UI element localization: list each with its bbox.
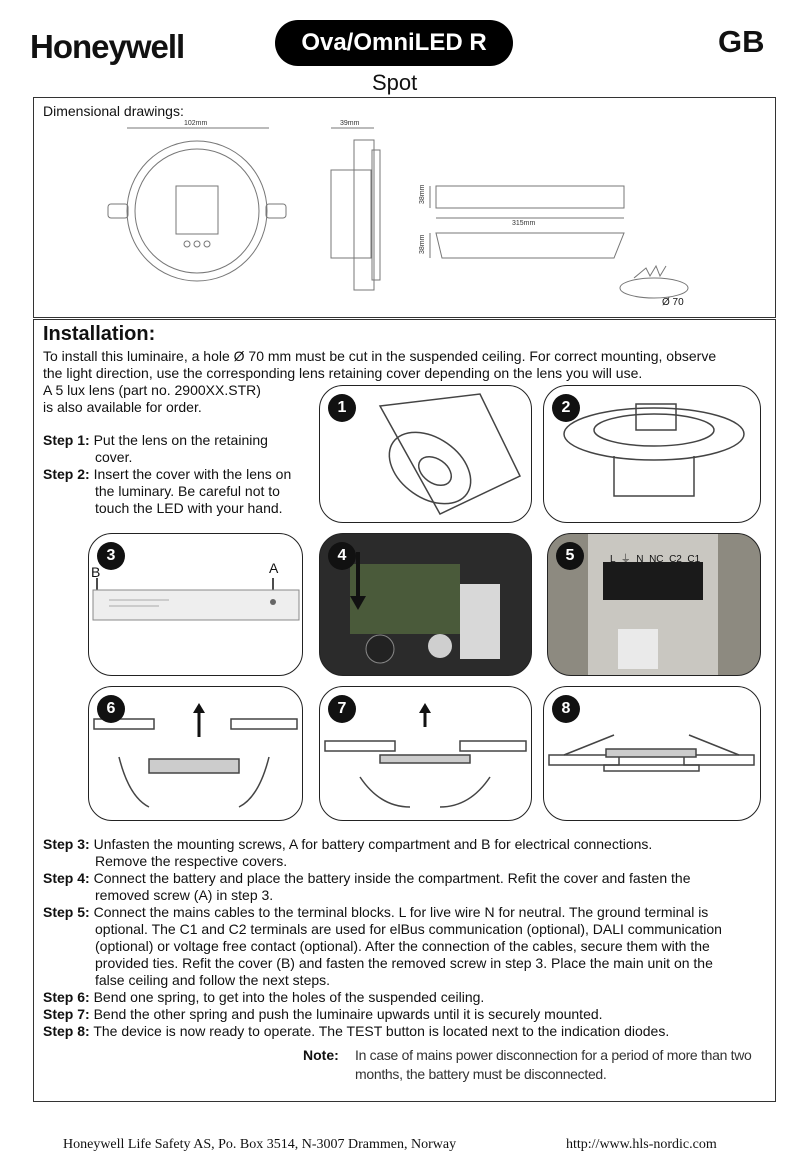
steps-list (43, 836, 763, 1040)
panel-4-number: 4 (328, 542, 356, 570)
step-8-text: The device is now ready to operate. The TEST button is located next to the indication diodes. (93, 1023, 670, 1039)
dimensional-drawings-label: Dimensional drawings: (43, 103, 184, 119)
panel-5-number: 5 (556, 542, 584, 570)
note-label: Note: (303, 1047, 339, 1063)
step-3 (43, 836, 763, 870)
panel-2-number: 2 (552, 394, 580, 422)
step-2-text: Insert the cover with the lens on (93, 466, 292, 482)
step-2 (43, 466, 313, 517)
panel-2 (543, 385, 761, 523)
step-5-cont-3: provided ties. Refit the cover (B) and fasten the removed screw in step 3. Place the main unit on the (95, 955, 713, 971)
note-line-1: In case of mains power disconnection for a period of more than two (355, 1047, 752, 1063)
panel-3 (88, 533, 303, 676)
step-7-text: Bend the other spring and push the luminaire upwards until it is securely mounted. (93, 1006, 603, 1022)
footer-address: Honeywell Life Safety AS, Po. Box 3514, N-3007 Drammen, Norway (63, 1137, 457, 1152)
step-8 (43, 1023, 763, 1040)
step-1-text-cont: cover. (95, 449, 133, 465)
panel-5 (547, 533, 761, 676)
language-code: GB (718, 24, 765, 59)
dim-39-label: 39mm (340, 120, 360, 127)
step-4-cont: removed screw (A) in step 3. (95, 887, 274, 903)
step-1 (43, 432, 313, 466)
step-3-label: Step 3: (43, 836, 90, 852)
panel-7-number: 7 (328, 695, 356, 723)
product-title: Ova/OmniLED R (275, 20, 513, 66)
step-7-label: Step 7: (43, 1006, 90, 1022)
step-6-label: Step 6: (43, 989, 90, 1005)
step-1-text: Put the lens on the retaining (93, 432, 268, 448)
panel-5-terminal-labels: L ⏚ N NC C2 C1 (610, 554, 701, 565)
step-2-text-cont-1: the luminary. Be careful not to (95, 483, 280, 499)
footer-url[interactable]: http://www.hls-nordic.com (566, 1137, 717, 1152)
dim-102-label: 102mm (184, 120, 208, 127)
product-subtitle: Spot (372, 70, 418, 95)
step-5-cont-4: false ceiling and follow the next steps. (95, 972, 331, 988)
step-4-label: Step 4: (43, 870, 90, 886)
panel-6-number: 6 (97, 695, 125, 723)
step-6 (43, 989, 763, 1006)
step-5-label: Step 5: (43, 904, 90, 920)
step-6-text: Bend one spring, to get into the holes of the suspended ceiling. (93, 989, 485, 1005)
step-5-text: Connect the mains cables to the terminal blocks. L for live wire N for neutral. The ground terminal is (93, 904, 709, 920)
step-5-cont-2: (optional) or voltage free contact (optional). After the connection of the cables, secure them with the (95, 938, 710, 954)
dimensional-drawings-svg (34, 98, 773, 315)
step-3-text: Unfasten the mounting screws, A for battery compartment and B for electrical connections. (93, 836, 653, 852)
panel-7 (319, 686, 532, 821)
front-view-outer-ring (127, 141, 267, 281)
dim-38a-label: 38mm (419, 184, 426, 204)
lens-info-line-2: is also available for order. (43, 399, 202, 415)
hole-diameter-label: Ø 70 (662, 297, 684, 308)
step-3-cont: Remove the respective covers. (95, 853, 288, 869)
installation-title: Installation: (43, 323, 156, 345)
panel-8 (543, 686, 761, 821)
step-2-label: Step 2: (43, 466, 90, 482)
step-5-cont-1: optional. The C1 and C2 terminals are used for elBus communication (optional), DALI communication (95, 921, 722, 937)
panel-1 (319, 385, 532, 523)
lens-info-line-1: A 5 lux lens (part no. 2900XX.STR) (43, 382, 261, 398)
panel-6 (88, 686, 303, 821)
note-line-2: months, the battery must be disconnected. (355, 1066, 607, 1082)
honeywell-logo: Honeywell (30, 28, 185, 65)
step-2-text-cont-2: touch the LED with your hand. (95, 500, 283, 516)
front-view-inner-ring (135, 149, 259, 273)
step-4-text: Connect the battery and place the battery inside the compartment. Refit the cover and fasten the (93, 870, 691, 886)
panel-3-number: 3 (97, 542, 125, 570)
step-4 (43, 870, 763, 904)
panel-1-number: 1 (328, 394, 356, 422)
step-8-label: Step 8: (43, 1023, 90, 1039)
panel-3-label-a: A (269, 560, 279, 576)
dim-315-label: 315mm (512, 220, 536, 227)
installation-intro-line-2: the light direction, use the corresponding lens retaining cover depending on the lens you will use. (43, 365, 643, 381)
step-7 (43, 1006, 763, 1023)
panel-4 (319, 533, 532, 676)
step-5 (43, 904, 763, 989)
panel-3-label-b: B (91, 564, 101, 580)
step-1-label: Step 1: (43, 432, 90, 448)
installation-intro-line-1: To install this luminaire, a hole Ø 70 mm must be cut in the suspended ceiling. For correct mounting, observe (43, 348, 717, 364)
panel-8-number: 8 (552, 695, 580, 723)
dim-38b-label: 38mm (419, 234, 426, 254)
